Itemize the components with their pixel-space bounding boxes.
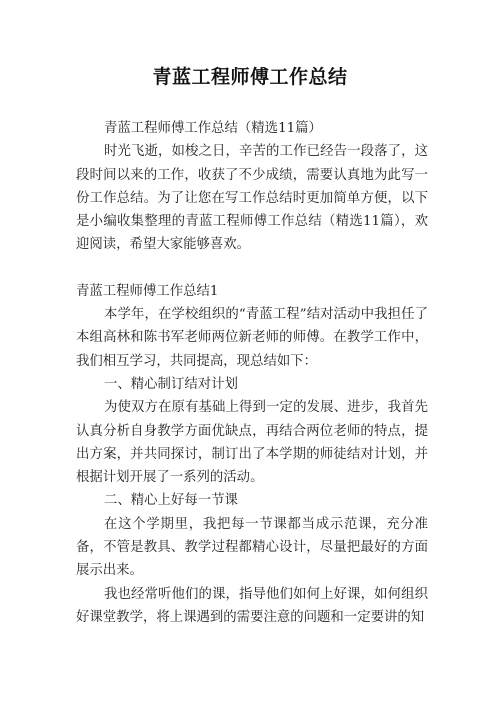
lesson-paragraph-1: 在这个学期里，我把每一节课都当成示范课，充分准备，不管是教具、教学过程都精心设计，尽量把最好的方面展示出来。 [76,516,428,579]
section-paragraph: 本学年，在学校组织的“青蓝工程”结对活动中我担任了本组高林和陈书军老师两位新老师的师傅。在教学工作中，我们相互学习，共同提高，现总结如下： [76,307,428,369]
intro-paragraph: 时光飞逝，如梭之日，辛苦的工作已经告一段落了，这段时间以来的工作，收获了不少成绩，需要认真地为此写一份工作总结。为了让您在写工作总结时更加简单方便，以下是小编收集整理的青蓝工程师傅工作总结（精选11篇），欢迎阅读，希望大家能够喜欢。 [76,144,428,253]
section-title: 青蓝工程师傅工作总结1 [76,283,219,299]
plan-paragraph: 为使双方在原有基础上得到一定的发展、进步，我首先认真分析自身教学方面优缺点，再结合两位老师的特点，提出方案，并共同探讨，制订出了本学期的师徒结对计划，并根据计划开展了一系列的活动。 [76,400,428,486]
lesson-paragraph-2: 我也经常听他们的课，指导他们如何上好课，如何组织好课堂教学，将上课遇到的需要注意的问题和一定要讲的知 [76,586,428,625]
document-body [76,117,428,629]
heading-plan: 一、精心制订结对计划 [104,376,238,392]
document-title: 青蓝工程师傅工作总结 [152,66,348,88]
heading-lesson: 二、精心上好每一节课 [104,493,238,509]
subtitle: 青蓝工程师傅工作总结（精选11篇） [104,121,322,136]
spacer [76,257,428,280]
